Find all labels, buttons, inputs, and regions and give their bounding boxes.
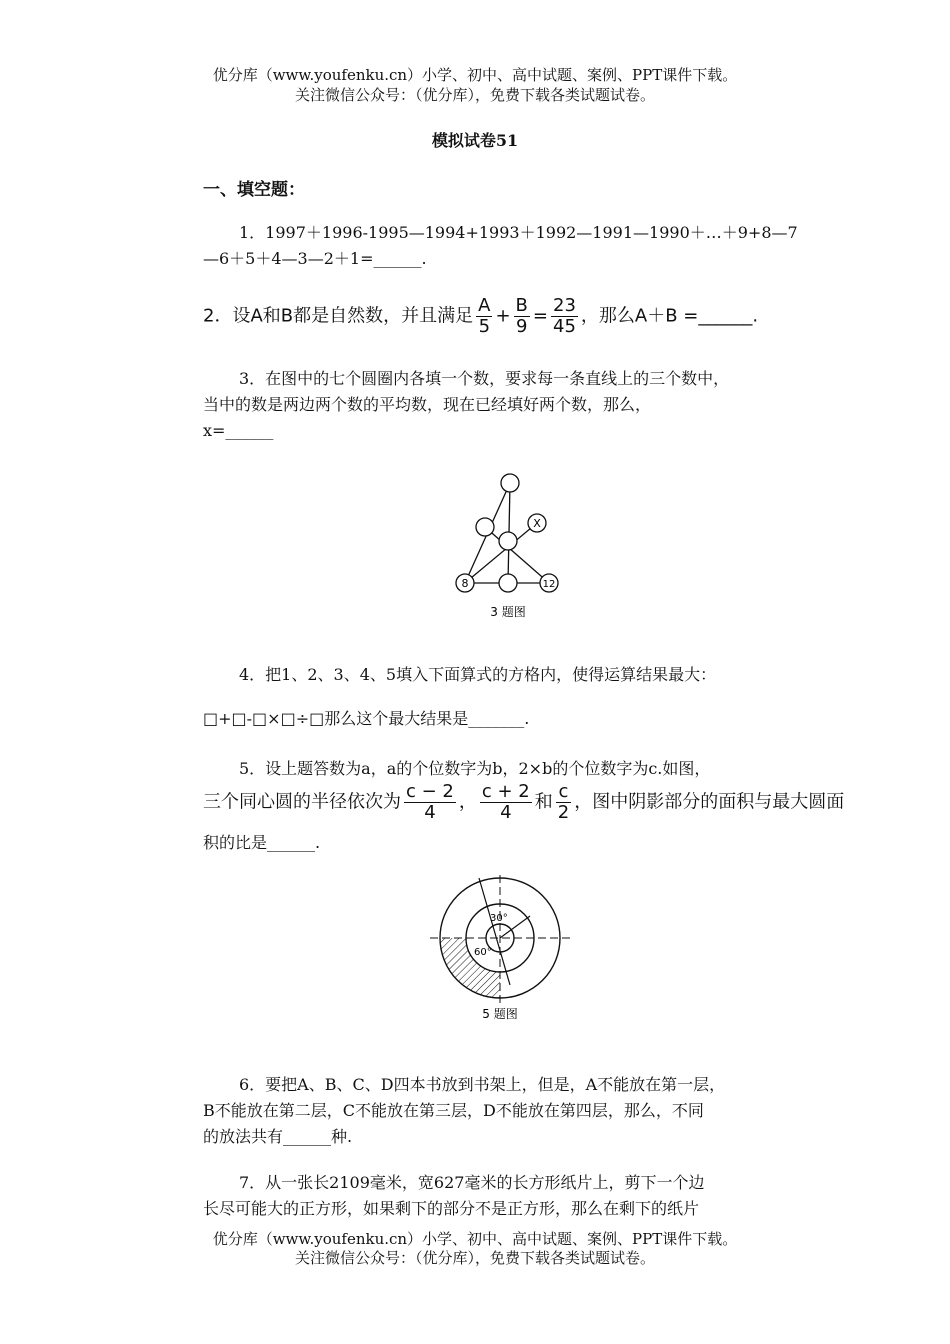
q4-line-2: □+□-□×□÷□那么这个最大结果是_______. [203, 709, 530, 728]
footer-line-1: 优分库（www.youfenku.cn）小学、初中、高中试题、案例、PPT课件下载。 [212, 1230, 738, 1248]
q5-fraction-3: $\frac{c}{2}$ [557, 781, 570, 823]
q2-suffix: ，那么A＋B =______. [580, 305, 759, 327]
q3-caption: 3 题图 [490, 605, 526, 619]
footer-line-2: 关注微信公众号：（优分库），免费下载各类试题试卷。 [294, 1249, 655, 1267]
q5-fraction-2: $\frac{c + 2}{4}$ [481, 781, 530, 823]
q5-line-3: 积的比是______. [203, 833, 321, 852]
q3-circle-top [501, 474, 519, 492]
q6-line-1: 6．要把A、B、C、D四本书放到书架上，但是，A不能放在第一层， [239, 1075, 726, 1094]
header-line-1: 优分库（www.youfenku.cn）小学、初中、高中试题、案例、PPT课件下载。 [212, 66, 738, 84]
section-heading: 一、填空题： [203, 180, 305, 200]
q3-circle-mid-left [476, 518, 494, 536]
q5-line-1: 5．设上题答数为a，a的个位数字为b，2×b的个位数字为c.如图， [239, 759, 711, 778]
q7-line-1: 7．从一张长2109毫米，宽627毫米的长方形纸片上，剪下一个边 [239, 1173, 705, 1192]
q6-line-2: B不能放在第二层，C不能放在第三层，D不能放在第四层，那么，不同 [203, 1101, 704, 1120]
q3-line-3: x=______ [203, 421, 274, 440]
q3-line-2: 当中的数是两边两个数的平均数，现在已经填好两个数，那么， [203, 395, 652, 414]
q2-fraction-result: $\frac{23}{45}$ [553, 295, 576, 337]
q3-line-1: 3．在图中的七个圆圈内各填一个数，要求每一条直线上的三个数中， [239, 369, 730, 388]
q7-line-2: 长尽可能大的正方形，如果剩下的部分不是正方形，那么在剩下的纸片 [203, 1199, 700, 1218]
q1-line-1: 1．1997＋1996-1995—1994+1993＋1992—1991—1990＋…＋9+8—7 [239, 223, 798, 242]
q2-fraction-a: $\frac{A}{5}$ [478, 295, 491, 337]
q5-caption: 5 题图 [482, 1007, 518, 1021]
q5-fraction-1: $\frac{c - 2}{4}$ [406, 781, 454, 823]
q6-line-3: 的放法共有______种. [203, 1127, 353, 1146]
q3-circle-center [499, 532, 517, 550]
q3-circle-bottom-mid [499, 574, 517, 592]
q2-prefix: 2．设A和B都是自然数，并且满足 [203, 305, 474, 327]
q3-label-x: X [533, 517, 541, 530]
page-title: 模拟试卷51 [431, 131, 519, 150]
header-line-2: 关注微信公众号：（优分库），免费下载各类试题试卷。 [294, 86, 655, 104]
q5-angle-60: 60° [474, 947, 492, 958]
q5-figure [430, 875, 570, 1035]
q4-line-1: 4．把1、2、3、4、5填入下面算式的方格内，使得运算结果最大： [239, 665, 717, 684]
q3-label-8: 8 [461, 577, 469, 590]
q2-question: 2．设A和B都是自然数，并且满足 $\frac{A}{5}$ + $\frac{B}{9}$ = $\frac{23}{45}$ ，那么A＋B =______. [203, 295, 759, 337]
q3-figure [445, 465, 575, 625]
q5-angle-30: 30° [490, 913, 508, 924]
q1-line-2: —6＋5＋4—3—2＋1=______. [203, 249, 427, 268]
q5-line-2: 三个同心圆的半径依次为 $\frac{c - 2}{4}$ ， $\frac{c + 2}{4}$ 和 $\frac{c}{2}$ ，图中阴影部分的面积与最大圆面 [203, 781, 845, 823]
q3-label-12: 12 [542, 579, 556, 590]
q2-fraction-b: $\frac{B}{9}$ [515, 295, 528, 337]
